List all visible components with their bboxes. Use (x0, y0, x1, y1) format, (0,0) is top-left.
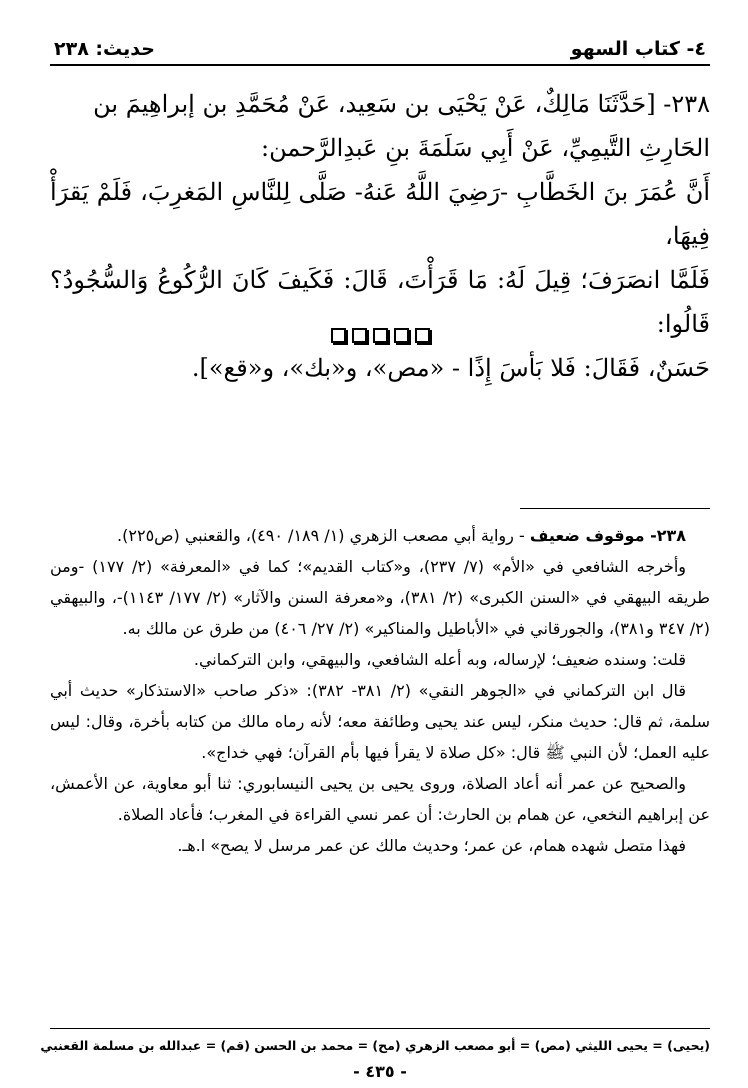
section-separator (50, 328, 710, 343)
square-ornament-icon (394, 328, 409, 343)
running-header (50, 30, 710, 66)
hadith-text (50, 82, 710, 390)
grading-label: ٢٣٨- موقوف ضعيف (529, 526, 686, 545)
book-page (40, 20, 711, 1081)
hadith-line: أَنَّ عُمَرَ بنَ الخَطَّابِ -رَضِيَ اللَّهُ عَنهُ- صَلَّى لِلنَّاسِ المَغرِبَ، فَلَمْ يَقرَأْ فِيهَا، (50, 178, 710, 250)
note-text: - رواية أبي مصعب الزهري (١/ ١٨٩/ ٤٩٠)، والقعنبي (ص٢٢٥). (117, 526, 530, 545)
square-ornament-icon (415, 328, 430, 343)
note-paragraph: قال ابن التركماني في «الجوهر النقي» (٢/ ٣٨١- ٣٨٢): «ذكر صاحب «الاستذكار» حديث أبي سلمة، ثم قال: حديث منكر، ليس عند يحيى وطائفة معه؛ لأنه رماه مالك من كتابه بأخرة، وقال: ليس عليه العمل؛ لأن النبي ﷺ قال: «كل صلاة لا يقرأ فيها بأم القرآن؛ فهي خداج». (50, 681, 710, 762)
hadith-line: ٢٣٨- [حَدَّثَنَا مَالِكٌ، عَنْ يَحْيَى بن سَعِيد، عَنْ مُحَمَّدِ بن إبراهِيمَ بن (93, 90, 710, 118)
hadith-line: فَلَمَّا انصَرَفَ؛ قِيلَ لَهُ: مَا قَرَأْتَ، قَالَ: فَكَيفَ كَانَ الرُّكُوعُ وَالسُّجُودُ؟ قَالُوا: (50, 266, 710, 338)
abbreviation-legend: (يحيى) = يحيى الليثي (مص) = أبو مصعب الزهري (مح) = محمد بن الحسن (قم) = عبدالله بن مسلمة القعنبي (40, 1038, 710, 1053)
legend-divider (50, 1028, 710, 1029)
note-paragraph: وأخرجه الشافعي في «الأم» (٧/ ٢٣٧)، و«كتاب القديم»؛ كما في «المعرفة» (٢/ ١٧٧) -ومن طريقه البيهقي في «السنن الكبرى» (٢/ ٣٨١)، و«معرفة السنن والآثار» (٢/ ١٧٧/ ١١٤٣)-، والبيهقي (٢/ ٣٤٧ و٣٨١)، والجورقاني في «الأباطيل والمناكير» (٢/ ٢٧/ ٤٠٦) من طرق عن مالك به. (50, 557, 711, 638)
hadith-reference: حديث: ٢٣٨ (54, 38, 155, 60)
square-ornament-icon (373, 328, 388, 343)
note-paragraph: قلت: وسنده ضعيف؛ لإرساله، وبه أعله الشافعي، والبيهقي، وابن التركماني. (193, 650, 686, 669)
footnote-divider (520, 508, 710, 509)
chapter-title: ٤- كتاب السهو (570, 38, 706, 60)
square-ornament-icon (352, 328, 367, 343)
hadith-line: حَسَنٌ، فَقَالَ: فَلا بَأسَ إِذًا - «مص»، و«بك»، و«قع»]. (191, 354, 710, 382)
commentary (50, 520, 710, 861)
note-paragraph: والصحيح عن عمر أنه أعاد الصلاة، وروى يحيى بن يحيى النيسابوري: ثنا أبو معاوية، عن الأعمش، عن إبراهيم النخعي، عن همام بن الحارث: أن عمر نسي القراءة في المغرب؛ فأعاد الصلاة. (50, 774, 710, 824)
note-paragraph (50, 520, 710, 551)
hadith-line: الحَارِثِ التَّيمِيِّ، عَنْ أَبِي سَلَمَةَ بنِ عَبدِالرَّحمن: (261, 134, 710, 162)
note-paragraph: فهذا متصل شهده همام، عن عمر؛ وحديث مالك عن عمر مرسل لا يصح» ا.هـ. (177, 836, 686, 855)
square-ornament-icon (331, 328, 346, 343)
page-number: - ٤٣٥ - (353, 1062, 407, 1081)
